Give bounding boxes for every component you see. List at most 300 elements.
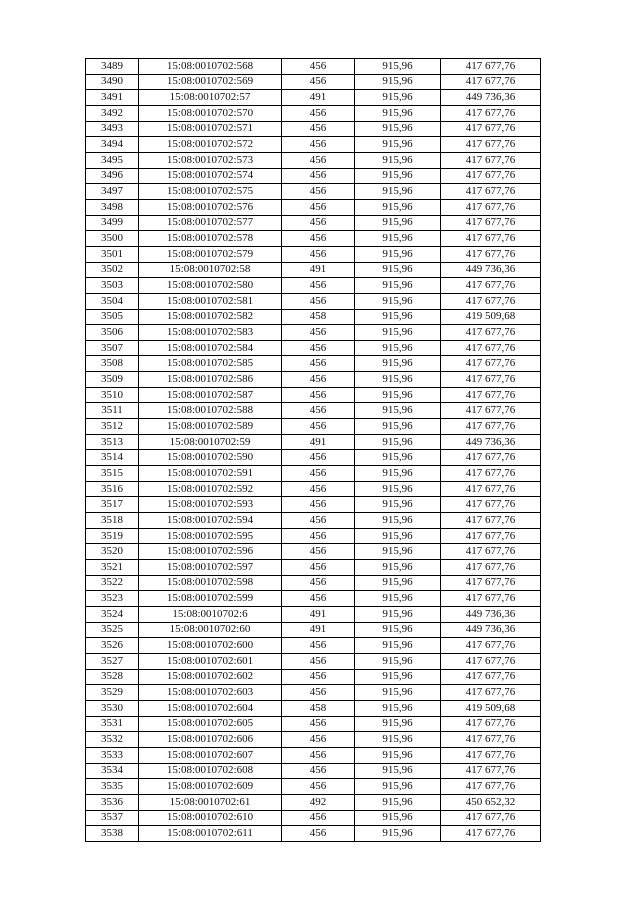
cadastral-number-cell: 15:08:0010702:573	[139, 152, 282, 168]
cadastral-number-cell: 15:08:0010702:572	[139, 137, 282, 153]
cadastral-number-cell: 15:08:0010702:587	[139, 387, 282, 403]
value-cell: 417 677,76	[441, 74, 541, 90]
row-number-cell: 3504	[86, 293, 139, 309]
cadastral-number-cell: 15:08:0010702:584	[139, 340, 282, 356]
row-number-cell: 3514	[86, 450, 139, 466]
table-row	[86, 137, 541, 153]
row-number-cell: 3534	[86, 763, 139, 779]
row-number-cell: 3500	[86, 231, 139, 247]
value-cell: 417 677,76	[441, 560, 541, 576]
table-row	[86, 293, 541, 309]
area-cell: 456	[282, 669, 355, 685]
area-cell: 456	[282, 152, 355, 168]
value-cell: 417 677,76	[441, 810, 541, 826]
cadastral-number-cell: 15:08:0010702:588	[139, 403, 282, 419]
rate-cell: 915,96	[355, 90, 441, 106]
table-row	[86, 466, 541, 482]
area-cell: 456	[282, 575, 355, 591]
rate-cell: 915,96	[355, 215, 441, 231]
row-number-cell: 3529	[86, 685, 139, 701]
table-row	[86, 606, 541, 622]
row-number-cell: 3495	[86, 152, 139, 168]
rate-cell: 915,96	[355, 121, 441, 137]
table-row	[86, 653, 541, 669]
cadastral-number-cell: 15:08:0010702:593	[139, 497, 282, 513]
area-cell: 456	[282, 105, 355, 121]
area-cell: 456	[282, 747, 355, 763]
rate-cell: 915,96	[355, 826, 441, 842]
table-row	[86, 434, 541, 450]
rate-cell: 915,96	[355, 685, 441, 701]
table-row	[86, 121, 541, 137]
row-number-cell: 3491	[86, 90, 139, 106]
table-row	[86, 794, 541, 810]
area-cell: 456	[282, 779, 355, 795]
value-cell: 417 677,76	[441, 246, 541, 262]
table-row	[86, 215, 541, 231]
value-cell: 417 677,76	[441, 293, 541, 309]
rate-cell: 915,96	[355, 231, 441, 247]
area-cell: 456	[282, 466, 355, 482]
area-cell: 456	[282, 685, 355, 701]
area-cell: 456	[282, 137, 355, 153]
area-cell: 456	[282, 74, 355, 90]
rate-cell: 915,96	[355, 700, 441, 716]
rate-cell: 915,96	[355, 606, 441, 622]
table-row	[86, 732, 541, 748]
rate-cell: 915,96	[355, 262, 441, 278]
table-row	[86, 262, 541, 278]
row-number-cell: 3530	[86, 700, 139, 716]
area-cell: 456	[282, 528, 355, 544]
area-cell: 456	[282, 403, 355, 419]
cadastral-number-cell: 15:08:0010702:611	[139, 826, 282, 842]
table-row	[86, 497, 541, 513]
rate-cell: 915,96	[355, 403, 441, 419]
area-cell: 456	[282, 59, 355, 75]
row-number-cell: 3489	[86, 59, 139, 75]
rate-cell: 915,96	[355, 544, 441, 560]
cadastral-number-cell: 15:08:0010702:6	[139, 606, 282, 622]
value-cell: 417 677,76	[441, 669, 541, 685]
value-cell: 419 509,68	[441, 700, 541, 716]
row-number-cell: 3494	[86, 137, 139, 153]
value-cell: 417 677,76	[441, 450, 541, 466]
value-cell: 417 677,76	[441, 419, 541, 435]
area-cell: 458	[282, 700, 355, 716]
row-number-cell: 3526	[86, 638, 139, 654]
row-number-cell: 3497	[86, 184, 139, 200]
cadastral-number-cell: 15:08:0010702:575	[139, 184, 282, 200]
value-cell: 449 736,36	[441, 434, 541, 450]
area-cell: 456	[282, 246, 355, 262]
table-row	[86, 685, 541, 701]
rate-cell: 915,96	[355, 481, 441, 497]
area-cell: 456	[282, 184, 355, 200]
rate-cell: 915,96	[355, 794, 441, 810]
rate-cell: 915,96	[355, 591, 441, 607]
area-cell: 456	[282, 121, 355, 137]
value-cell: 417 677,76	[441, 59, 541, 75]
area-cell: 456	[282, 732, 355, 748]
area-cell: 456	[282, 325, 355, 341]
rate-cell: 915,96	[355, 575, 441, 591]
value-cell: 417 677,76	[441, 466, 541, 482]
rate-cell: 915,96	[355, 434, 441, 450]
row-number-cell: 3503	[86, 278, 139, 294]
cadastral-number-cell: 15:08:0010702:61	[139, 794, 282, 810]
row-number-cell: 3502	[86, 262, 139, 278]
row-number-cell: 3528	[86, 669, 139, 685]
rate-cell: 915,96	[355, 560, 441, 576]
cadastral-number-cell: 15:08:0010702:60	[139, 622, 282, 638]
cadastral-number-cell: 15:08:0010702:57	[139, 90, 282, 106]
table-row	[86, 309, 541, 325]
row-number-cell: 3493	[86, 121, 139, 137]
cadastral-number-cell: 15:08:0010702:594	[139, 513, 282, 529]
cadastral-number-cell: 15:08:0010702:608	[139, 763, 282, 779]
area-cell: 456	[282, 168, 355, 184]
row-number-cell: 3519	[86, 528, 139, 544]
value-cell: 417 677,76	[441, 528, 541, 544]
value-cell: 417 677,76	[441, 575, 541, 591]
rate-cell: 915,96	[355, 152, 441, 168]
value-cell: 417 677,76	[441, 591, 541, 607]
rate-cell: 915,96	[355, 622, 441, 638]
value-cell: 419 509,68	[441, 309, 541, 325]
value-cell: 417 677,76	[441, 199, 541, 215]
area-cell: 491	[282, 606, 355, 622]
rate-cell: 915,96	[355, 105, 441, 121]
area-cell: 456	[282, 638, 355, 654]
table-row	[86, 372, 541, 388]
cadastral-number-cell: 15:08:0010702:610	[139, 810, 282, 826]
area-cell: 491	[282, 622, 355, 638]
table-row	[86, 560, 541, 576]
area-cell: 456	[282, 199, 355, 215]
area-cell: 456	[282, 231, 355, 247]
cadastral-number-cell: 15:08:0010702:580	[139, 278, 282, 294]
row-number-cell: 3538	[86, 826, 139, 842]
rate-cell: 915,96	[355, 747, 441, 763]
value-cell: 417 677,76	[441, 638, 541, 654]
table-row	[86, 638, 541, 654]
row-number-cell: 3512	[86, 419, 139, 435]
rate-cell: 915,96	[355, 246, 441, 262]
table-row	[86, 105, 541, 121]
cadastral-number-cell: 15:08:0010702:597	[139, 560, 282, 576]
cadastral-number-cell: 15:08:0010702:609	[139, 779, 282, 795]
cadastral-number-cell: 15:08:0010702:589	[139, 419, 282, 435]
area-cell: 456	[282, 278, 355, 294]
row-number-cell: 3522	[86, 575, 139, 591]
value-cell: 417 677,76	[441, 340, 541, 356]
rate-cell: 915,96	[355, 419, 441, 435]
row-number-cell: 3513	[86, 434, 139, 450]
area-cell: 456	[282, 653, 355, 669]
row-number-cell: 3533	[86, 747, 139, 763]
cadastral-number-cell: 15:08:0010702:574	[139, 168, 282, 184]
table-row	[86, 700, 541, 716]
value-cell: 417 677,76	[441, 325, 541, 341]
area-cell: 456	[282, 716, 355, 732]
area-cell: 456	[282, 293, 355, 309]
table-row	[86, 763, 541, 779]
rate-cell: 915,96	[355, 763, 441, 779]
rate-cell: 915,96	[355, 340, 441, 356]
area-cell: 456	[282, 481, 355, 497]
cadastral-number-cell: 15:08:0010702:607	[139, 747, 282, 763]
cadastral-number-cell: 15:08:0010702:590	[139, 450, 282, 466]
cadastral-number-cell: 15:08:0010702:601	[139, 653, 282, 669]
area-cell: 491	[282, 434, 355, 450]
row-number-cell: 3510	[86, 387, 139, 403]
table-row	[86, 246, 541, 262]
table-row	[86, 152, 541, 168]
cadastral-number-cell: 15:08:0010702:571	[139, 121, 282, 137]
cadastral-table	[85, 58, 541, 842]
cadastral-number-cell: 15:08:0010702:568	[139, 59, 282, 75]
value-cell: 417 677,76	[441, 215, 541, 231]
area-cell: 456	[282, 356, 355, 372]
row-number-cell: 3537	[86, 810, 139, 826]
value-cell: 417 677,76	[441, 184, 541, 200]
cadastral-number-cell: 15:08:0010702:606	[139, 732, 282, 748]
table-row	[86, 544, 541, 560]
table-row	[86, 325, 541, 341]
rate-cell: 915,96	[355, 74, 441, 90]
rate-cell: 915,96	[355, 638, 441, 654]
table-row	[86, 591, 541, 607]
row-number-cell: 3492	[86, 105, 139, 121]
rate-cell: 915,96	[355, 199, 441, 215]
table-row	[86, 513, 541, 529]
value-cell: 417 677,76	[441, 121, 541, 137]
value-cell: 449 736,36	[441, 606, 541, 622]
area-cell: 491	[282, 90, 355, 106]
rate-cell: 915,96	[355, 137, 441, 153]
cadastral-number-cell: 15:08:0010702:599	[139, 591, 282, 607]
area-cell: 456	[282, 810, 355, 826]
table-body	[86, 59, 541, 842]
row-number-cell: 3511	[86, 403, 139, 419]
row-number-cell: 3517	[86, 497, 139, 513]
value-cell: 417 677,76	[441, 152, 541, 168]
row-number-cell: 3507	[86, 340, 139, 356]
row-number-cell: 3536	[86, 794, 139, 810]
row-number-cell: 3523	[86, 591, 139, 607]
row-number-cell: 3527	[86, 653, 139, 669]
value-cell: 417 677,76	[441, 105, 541, 121]
row-number-cell: 3525	[86, 622, 139, 638]
area-cell: 456	[282, 826, 355, 842]
value-cell: 417 677,76	[441, 779, 541, 795]
table-row	[86, 716, 541, 732]
row-number-cell: 3509	[86, 372, 139, 388]
cadastral-number-cell: 15:08:0010702:595	[139, 528, 282, 544]
cadastral-number-cell: 15:08:0010702:58	[139, 262, 282, 278]
table-row	[86, 810, 541, 826]
value-cell: 417 677,76	[441, 732, 541, 748]
rate-cell: 915,96	[355, 669, 441, 685]
area-cell: 456	[282, 763, 355, 779]
rate-cell: 915,96	[355, 528, 441, 544]
rate-cell: 915,96	[355, 513, 441, 529]
cadastral-number-cell: 15:08:0010702:604	[139, 700, 282, 716]
area-cell: 456	[282, 497, 355, 513]
row-number-cell: 3515	[86, 466, 139, 482]
table-row	[86, 622, 541, 638]
cadastral-number-cell: 15:08:0010702:602	[139, 669, 282, 685]
table-row	[86, 356, 541, 372]
value-cell: 417 677,76	[441, 278, 541, 294]
value-cell: 417 677,76	[441, 403, 541, 419]
value-cell: 417 677,76	[441, 497, 541, 513]
rate-cell: 915,96	[355, 168, 441, 184]
cadastral-number-cell: 15:08:0010702:605	[139, 716, 282, 732]
area-cell: 456	[282, 419, 355, 435]
value-cell: 417 677,76	[441, 653, 541, 669]
area-cell: 456	[282, 591, 355, 607]
cadastral-number-cell: 15:08:0010702:585	[139, 356, 282, 372]
row-number-cell: 3516	[86, 481, 139, 497]
cadastral-number-cell: 15:08:0010702:596	[139, 544, 282, 560]
cadastral-number-cell: 15:08:0010702:569	[139, 74, 282, 90]
row-number-cell: 3498	[86, 199, 139, 215]
cadastral-number-cell: 15:08:0010702:59	[139, 434, 282, 450]
value-cell: 417 677,76	[441, 685, 541, 701]
row-number-cell: 3524	[86, 606, 139, 622]
row-number-cell: 3501	[86, 246, 139, 262]
table-row	[86, 59, 541, 75]
value-cell: 450 652,32	[441, 794, 541, 810]
table-row	[86, 403, 541, 419]
value-cell: 417 677,76	[441, 826, 541, 842]
table-row	[86, 74, 541, 90]
rate-cell: 915,96	[355, 732, 441, 748]
row-number-cell: 3506	[86, 325, 139, 341]
area-cell: 456	[282, 215, 355, 231]
cadastral-number-cell: 15:08:0010702:582	[139, 309, 282, 325]
value-cell: 417 677,76	[441, 716, 541, 732]
value-cell: 449 736,36	[441, 262, 541, 278]
value-cell: 417 677,76	[441, 544, 541, 560]
rate-cell: 915,96	[355, 293, 441, 309]
cadastral-number-cell: 15:08:0010702:578	[139, 231, 282, 247]
table-row	[86, 575, 541, 591]
area-cell: 456	[282, 387, 355, 403]
value-cell: 417 677,76	[441, 387, 541, 403]
table-row	[86, 90, 541, 106]
value-cell: 417 677,76	[441, 481, 541, 497]
row-number-cell: 3532	[86, 732, 139, 748]
rate-cell: 915,96	[355, 278, 441, 294]
value-cell: 417 677,76	[441, 747, 541, 763]
row-number-cell: 3518	[86, 513, 139, 529]
table-row	[86, 419, 541, 435]
cadastral-number-cell: 15:08:0010702:603	[139, 685, 282, 701]
table-row	[86, 747, 541, 763]
cadastral-number-cell: 15:08:0010702:579	[139, 246, 282, 262]
table-row	[86, 669, 541, 685]
row-number-cell: 3496	[86, 168, 139, 184]
row-number-cell: 3531	[86, 716, 139, 732]
value-cell: 417 677,76	[441, 137, 541, 153]
cadastral-number-cell: 15:08:0010702:581	[139, 293, 282, 309]
value-cell: 417 677,76	[441, 763, 541, 779]
value-cell: 417 677,76	[441, 513, 541, 529]
row-number-cell: 3520	[86, 544, 139, 560]
rate-cell: 915,96	[355, 356, 441, 372]
value-cell: 417 677,76	[441, 356, 541, 372]
cadastral-number-cell: 15:08:0010702:577	[139, 215, 282, 231]
area-cell: 456	[282, 513, 355, 529]
table-row	[86, 184, 541, 200]
row-number-cell: 3499	[86, 215, 139, 231]
cadastral-number-cell: 15:08:0010702:586	[139, 372, 282, 388]
value-cell: 449 736,36	[441, 622, 541, 638]
area-cell: 458	[282, 309, 355, 325]
area-cell: 456	[282, 450, 355, 466]
row-number-cell: 3490	[86, 74, 139, 90]
cadastral-number-cell: 15:08:0010702:570	[139, 105, 282, 121]
row-number-cell: 3535	[86, 779, 139, 795]
value-cell: 449 736,36	[441, 90, 541, 106]
table-row	[86, 450, 541, 466]
cadastral-number-cell: 15:08:0010702:583	[139, 325, 282, 341]
area-cell: 492	[282, 794, 355, 810]
value-cell: 417 677,76	[441, 372, 541, 388]
cadastral-number-cell: 15:08:0010702:576	[139, 199, 282, 215]
row-number-cell: 3521	[86, 560, 139, 576]
cadastral-number-cell: 15:08:0010702:600	[139, 638, 282, 654]
rate-cell: 915,96	[355, 325, 441, 341]
table-row	[86, 168, 541, 184]
value-cell: 417 677,76	[441, 168, 541, 184]
table-row	[86, 231, 541, 247]
rate-cell: 915,96	[355, 716, 441, 732]
rate-cell: 915,96	[355, 497, 441, 513]
rate-cell: 915,96	[355, 387, 441, 403]
rate-cell: 915,96	[355, 372, 441, 388]
table-row	[86, 826, 541, 842]
area-cell: 456	[282, 372, 355, 388]
cadastral-number-cell: 15:08:0010702:592	[139, 481, 282, 497]
table-row	[86, 779, 541, 795]
rate-cell: 915,96	[355, 653, 441, 669]
table-row	[86, 340, 541, 356]
cadastral-number-cell: 15:08:0010702:598	[139, 575, 282, 591]
row-number-cell: 3508	[86, 356, 139, 372]
area-cell: 456	[282, 340, 355, 356]
table-row	[86, 387, 541, 403]
table-row	[86, 199, 541, 215]
rate-cell: 915,96	[355, 184, 441, 200]
area-cell: 456	[282, 560, 355, 576]
rate-cell: 915,96	[355, 59, 441, 75]
table-row	[86, 278, 541, 294]
table-row	[86, 481, 541, 497]
table-row	[86, 528, 541, 544]
row-number-cell: 3505	[86, 309, 139, 325]
area-cell: 491	[282, 262, 355, 278]
cadastral-number-cell: 15:08:0010702:591	[139, 466, 282, 482]
rate-cell: 915,96	[355, 466, 441, 482]
rate-cell: 915,96	[355, 450, 441, 466]
rate-cell: 915,96	[355, 779, 441, 795]
area-cell: 456	[282, 544, 355, 560]
rate-cell: 915,96	[355, 309, 441, 325]
